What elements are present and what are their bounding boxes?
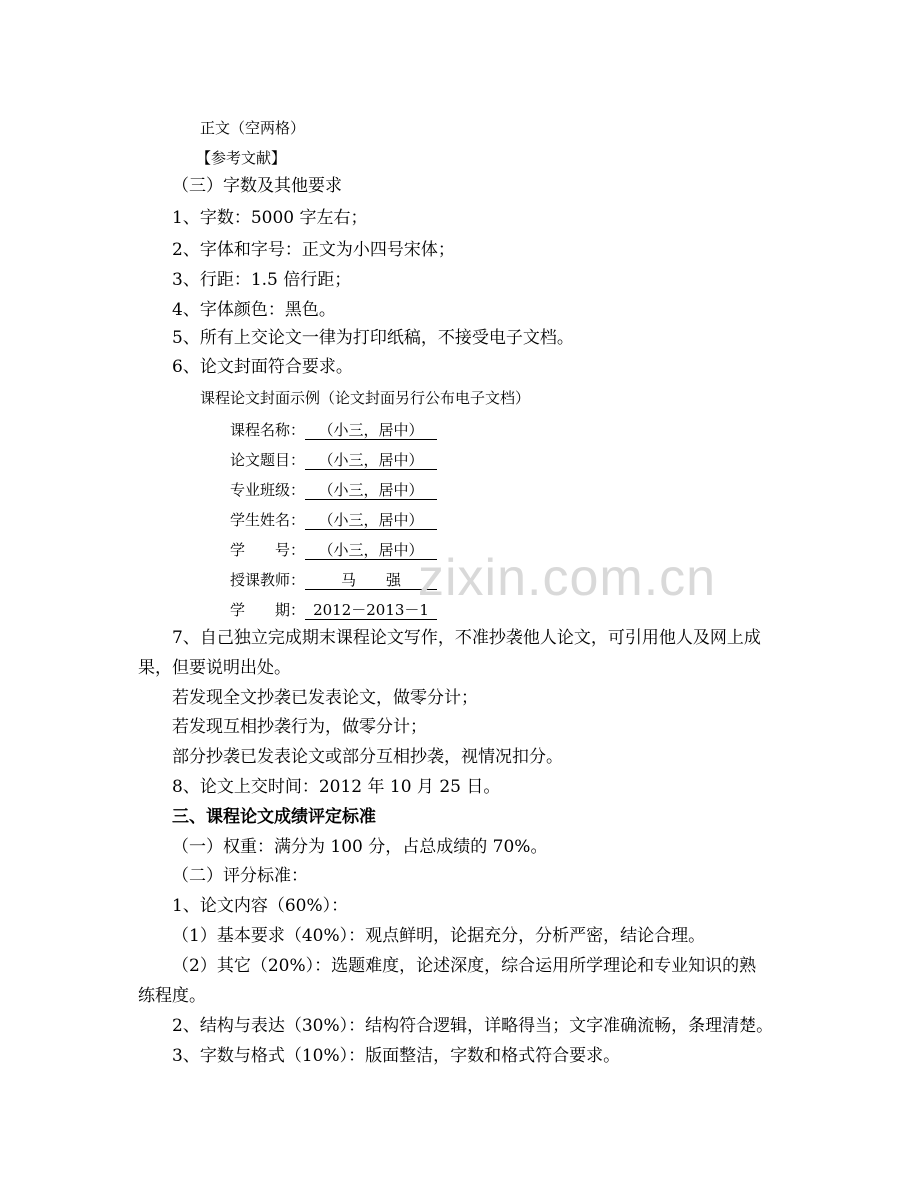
cover-field-value: （小三，居中） bbox=[305, 541, 437, 560]
grading-item: 2、结构与表达（30%）：结构符合逻辑，详略得当；文字准确流畅，条理清楚。 bbox=[172, 1016, 774, 1036]
watermark-text: zixin.com.cn bbox=[418, 549, 717, 607]
grading-item: 1、论文内容（60%）： bbox=[172, 896, 349, 916]
cover-field-label: 课程名称： bbox=[230, 421, 306, 439]
cover-field-value: （小三，居中） bbox=[305, 481, 437, 500]
grading-subitem: （1）基本要求（40%）：观点鲜明，论据充分，分析严密，结论合理。 bbox=[172, 926, 706, 946]
body-text-note: 正文（空两格） bbox=[200, 119, 306, 137]
requirement-item: 3、行距：1.5 倍行距； bbox=[172, 270, 352, 290]
section-heading-word-count: （三）字数及其他要求 bbox=[172, 176, 342, 196]
requirement-item: 7、自己独立完成期末课程论文写作，不准抄袭他人论文，可引用他人及网上成 bbox=[172, 628, 761, 648]
cover-field-row bbox=[230, 540, 437, 560]
cover-field-row bbox=[230, 600, 437, 620]
requirement-item: 1、字数：5000 字左右； bbox=[172, 208, 368, 228]
cover-field-row bbox=[230, 450, 437, 470]
cover-field-row bbox=[230, 420, 437, 440]
section-heading-grading: 三、课程论文成绩评定标准 bbox=[172, 807, 376, 827]
cover-field-label: 学生姓名： bbox=[230, 511, 306, 529]
cover-example-title: 课程论文封面示例（论文封面另行公布电子文档） bbox=[200, 389, 531, 407]
cover-field-value: （小三，居中） bbox=[305, 451, 437, 470]
paragraph-continuation: 果，但要说明出处。 bbox=[138, 658, 291, 678]
grading-criteria-heading: （二）评分标准： bbox=[172, 866, 308, 886]
requirement-item: 4、字体颜色：黑色。 bbox=[172, 300, 336, 320]
grading-weight: （一）权重：满分为 100 分，占总成绩的 70%。 bbox=[172, 837, 548, 857]
cover-field-value: （小三，居中） bbox=[305, 511, 437, 530]
requirement-item: 2、字体和字号：正文为小四号宋体； bbox=[172, 240, 455, 260]
cover-field-label: 学 期： bbox=[230, 601, 306, 619]
cover-field-label: 授课教师： bbox=[230, 571, 306, 589]
cover-field-row bbox=[230, 510, 437, 530]
requirement-item: 5、所有上交论文一律为打印纸稿，不接受电子文档。 bbox=[172, 328, 574, 348]
cover-field-row bbox=[230, 480, 437, 500]
references-heading: 【参考文献】 bbox=[196, 149, 287, 167]
grading-subitem: （2）其它（20%）：选题难度，论述深度，综合运用所学理论和专业知识的熟 bbox=[172, 956, 757, 976]
cover-field-value: 马 强 bbox=[305, 571, 437, 590]
cover-field-label: 专业班级： bbox=[230, 481, 306, 499]
plagiarism-rule: 若发现互相抄袭行为，做零分计； bbox=[172, 717, 427, 737]
requirement-item: 6、论文封面符合要求。 bbox=[172, 357, 353, 377]
grading-item: 3、字数与格式（10%）：版面整洁，字数和格式符合要求。 bbox=[172, 1046, 621, 1066]
cover-field-value: （小三，居中） bbox=[305, 421, 437, 440]
requirement-item: 8、论文上交时间：2012 年 10 月 25 日。 bbox=[172, 777, 501, 797]
plagiarism-rule: 若发现全文抄袭已发表论文，做零分计； bbox=[172, 688, 478, 708]
plagiarism-rule: 部分抄袭已发表论文或部分互相抄袭，视情况扣分。 bbox=[172, 747, 563, 767]
cover-field-value: 2012－2013－1 bbox=[305, 601, 437, 620]
cover-field-row bbox=[230, 570, 437, 590]
cover-field-label: 论文题目： bbox=[230, 451, 306, 469]
cover-field-label: 学 号： bbox=[230, 541, 306, 559]
paragraph-continuation: 练程度。 bbox=[138, 986, 206, 1006]
